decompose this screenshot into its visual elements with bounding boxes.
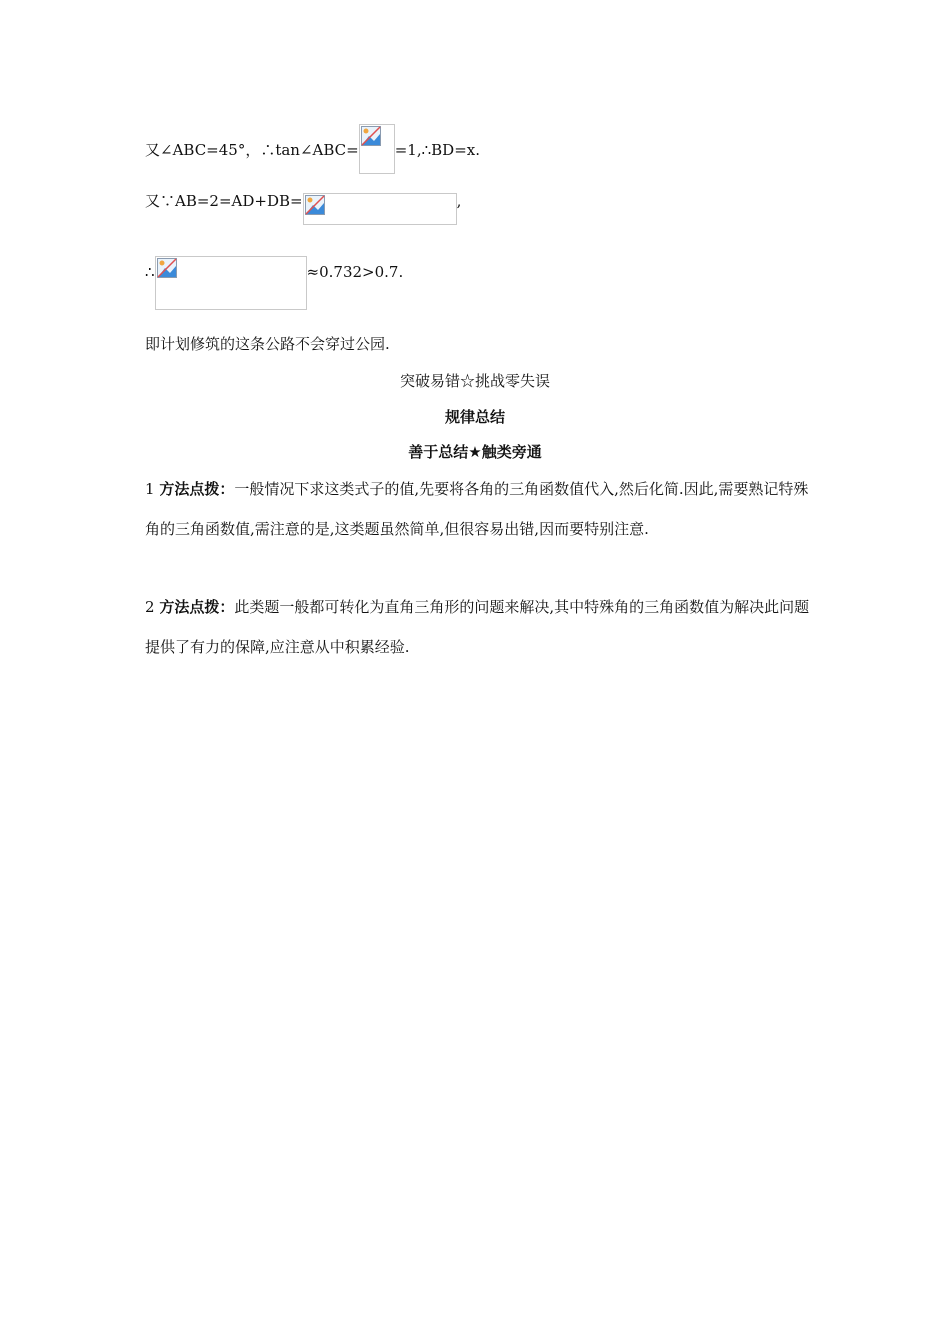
- tip-text: 此类题一般都可转化为直角三角形的问题来解决,其中特殊角的三角函数值为解决此问题提供了有力的保障,应注意从中积累经验.: [145, 598, 810, 656]
- formula-image: [359, 124, 395, 174]
- section-slogan: 善于总结★触类旁通: [408, 443, 542, 461]
- equation-text: ∴: [145, 263, 155, 281]
- conclusion-text: 即计划修筑的这条公路不会穿过公园.: [145, 335, 390, 353]
- broken-image-icon: [305, 195, 325, 215]
- tip-paragraph-2: [145, 587, 813, 667]
- broken-image-icon: [361, 126, 381, 146]
- tip-text: 一般情况下求这类式子的值,先要将各角的三角函数值代入,然后化简.因此,需要熟记特殊角的三角函数值,需注意的是,这类题虽然简单,但很容易出错,因而要特别注意.: [145, 480, 809, 538]
- equation-line-3: [145, 262, 403, 310]
- equation-text: =1,∴BD=x.: [394, 141, 480, 159]
- section-subheading: 规律总结: [444, 408, 505, 426]
- formula-image: [155, 256, 307, 310]
- tip-label: 方法点拨：: [159, 598, 235, 616]
- broken-image-icon: [157, 258, 177, 278]
- tip-number: 2: [145, 598, 155, 616]
- tip-number: 1: [145, 480, 155, 498]
- equation-text: ≈0.732>0.7.: [306, 263, 404, 281]
- conclusion-line: [145, 334, 390, 354]
- section-heading: 突破易错☆挑战零失误: [399, 372, 550, 390]
- equation-text: 又∠ABC=45°，∴tan∠ABC=: [145, 141, 359, 159]
- tip-label: 方法点拨：: [159, 480, 235, 498]
- equation-line-2: [145, 191, 461, 225]
- equation-text: 又∵AB=2=AD+DB=: [145, 192, 303, 210]
- equation-line-1: [145, 140, 480, 174]
- tip-paragraph-1: [145, 469, 813, 549]
- formula-image: [303, 193, 457, 225]
- equation-text: ,: [456, 192, 462, 210]
